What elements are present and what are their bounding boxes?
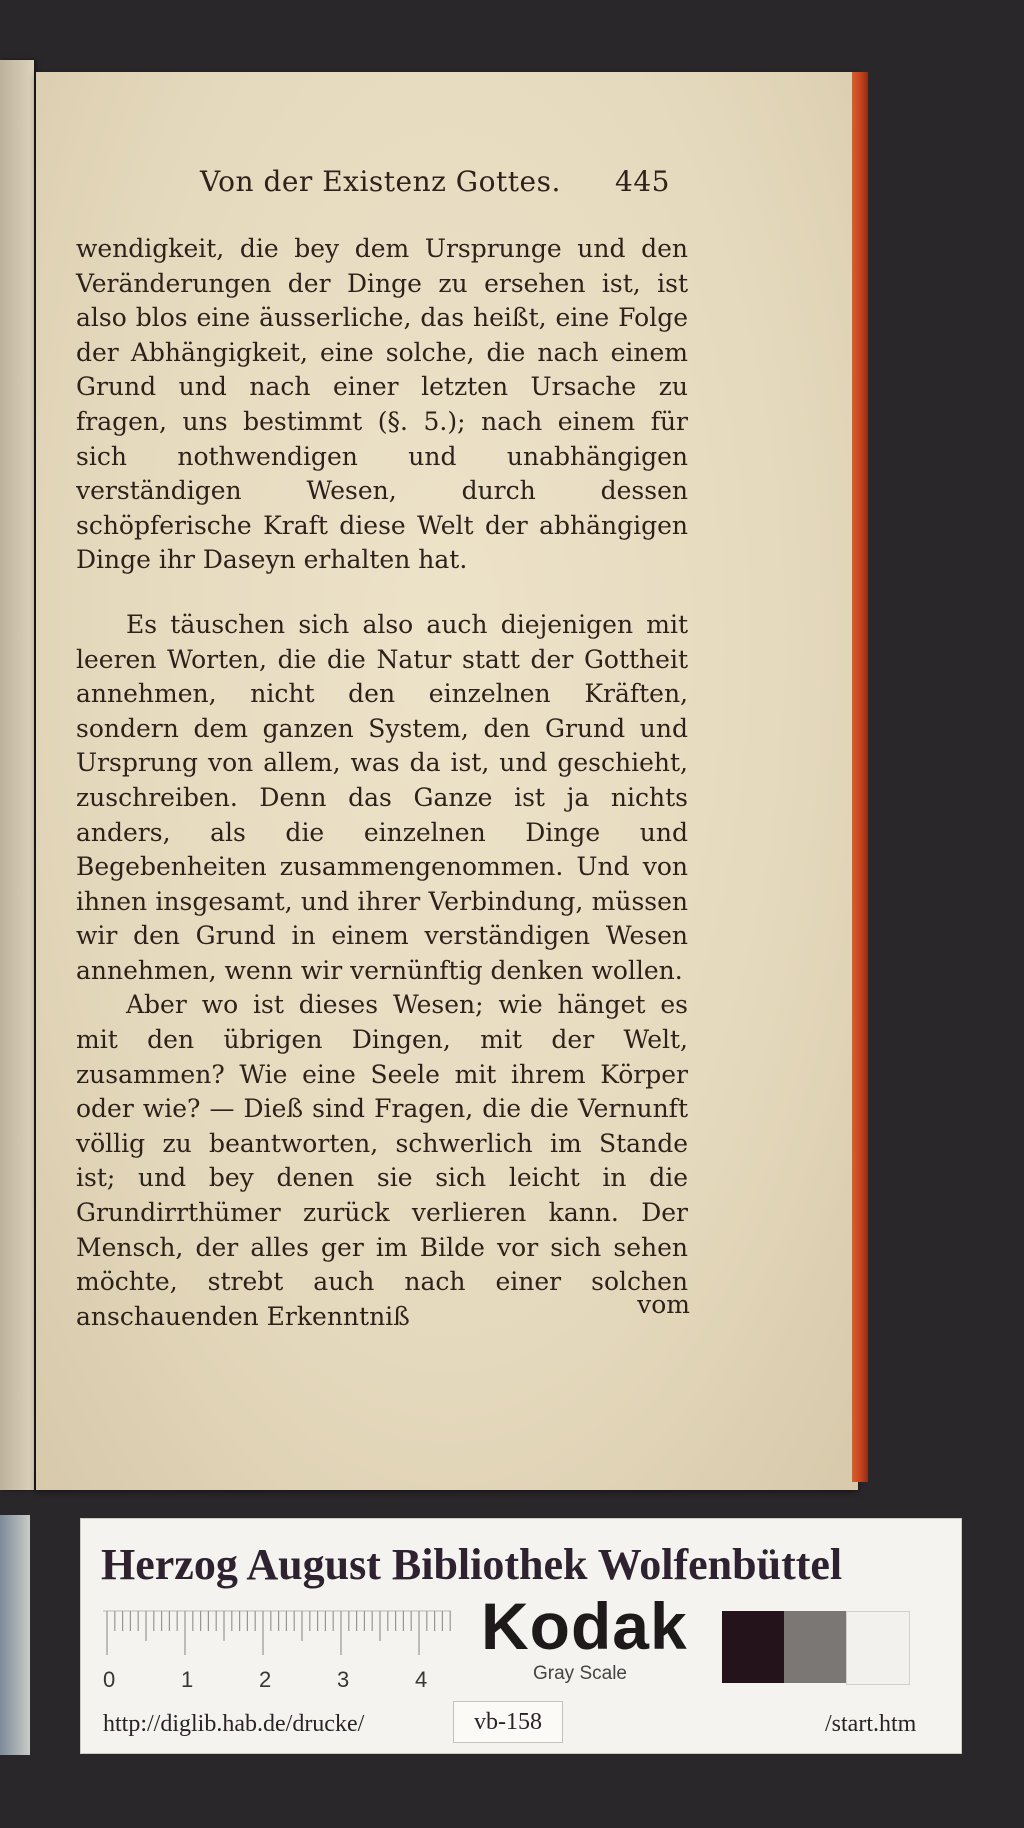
kodak-logo: Kodak xyxy=(481,1589,688,1663)
digital-library-url: http://diglib.hab.de/drucke/ xyxy=(103,1711,365,1737)
facing-page-fragment xyxy=(0,1515,30,1755)
gray-swatch-black xyxy=(722,1611,784,1683)
gray-scale-caption: Gray Scale xyxy=(533,1663,627,1684)
catchword: vom xyxy=(637,1290,690,1319)
start-page-url: /start.htm xyxy=(825,1711,917,1737)
running-head-title: Von der Existenz Gottes. xyxy=(200,165,561,198)
paragraph-1: wendigkeit, die bey dem Ursprunge und den Veränderungen der Dinge zu ersehen ist, ist also blos eine äusserliche, das heißt, eine Folge der Abhängigkeit, eine solche, die nach einem Grund und nach einer letzten Ursache zu fragen, uns bestimmt (§. 5.); nach einem für sich nothwendigen und unabhängigen verständigen Wesen, durch dessen schöpferische Kraft diese Welt der abhängigen Dinge ihr Daseyn erhalten hat. xyxy=(76,234,688,575)
body-text xyxy=(76,232,688,1334)
ruler-number-0: 0 xyxy=(103,1667,116,1692)
ruler-number-1: 1 xyxy=(181,1667,194,1692)
facing-page-edge xyxy=(0,60,34,1490)
ruler-number-4: 4 xyxy=(415,1667,428,1692)
paragraph-2: Es täuschen sich also auch diejenigen mit leeren Worten, die die Natur statt der Gottheit annehmen, nicht den einzelnen Kräften, sondern dem ganzen System, den Grund und Ursprung von allem, was da ist, und geschieht, zuschreiben. Denn das Ganze ist ja nichts anders, als die einzelnen Dinge und Begebenheiten zusammengenommen. Und von ihnen insgesamt, und ihrer Verbindung, müssen wir den Grund in einem verständigen Wesen annehmen, wenn wir vernünftig denken wollen. xyxy=(76,609,688,985)
paragraph-3: Aber wo ist dieses Wesen; wie hänget es mit den übrigen Dingen, mit der Welt, zusammen? Wie eine Seele mit ihrem Körper oder wie? — Dieß sind Fragen, die die Vernunft völlig zu beantworten, schwerlich im Stande ist; und bey denen sie sich leicht in die Grundirrthümer zurück verlieren kann. Der Mensch, der alles ger im Bilde vor sich sehen möchte, strebt auch nach einer solchen anschauenden Erkenntniß xyxy=(76,990,688,1331)
running-header xyxy=(200,165,670,205)
measurement-ruler xyxy=(101,1607,456,1697)
ruler-number-3: 3 xyxy=(337,1667,350,1692)
library-label xyxy=(80,1518,962,1754)
gray-swatch-mid xyxy=(784,1611,846,1683)
ruler-number-2: 2 xyxy=(259,1667,272,1692)
library-name: Herzog August Bibliothek Wolfenbüttel xyxy=(101,1540,843,1589)
red-page-edge xyxy=(852,72,868,1482)
page-number: 445 xyxy=(615,165,670,198)
shelfmark: vb-158 xyxy=(453,1701,563,1743)
gray-swatch-white xyxy=(846,1611,910,1685)
